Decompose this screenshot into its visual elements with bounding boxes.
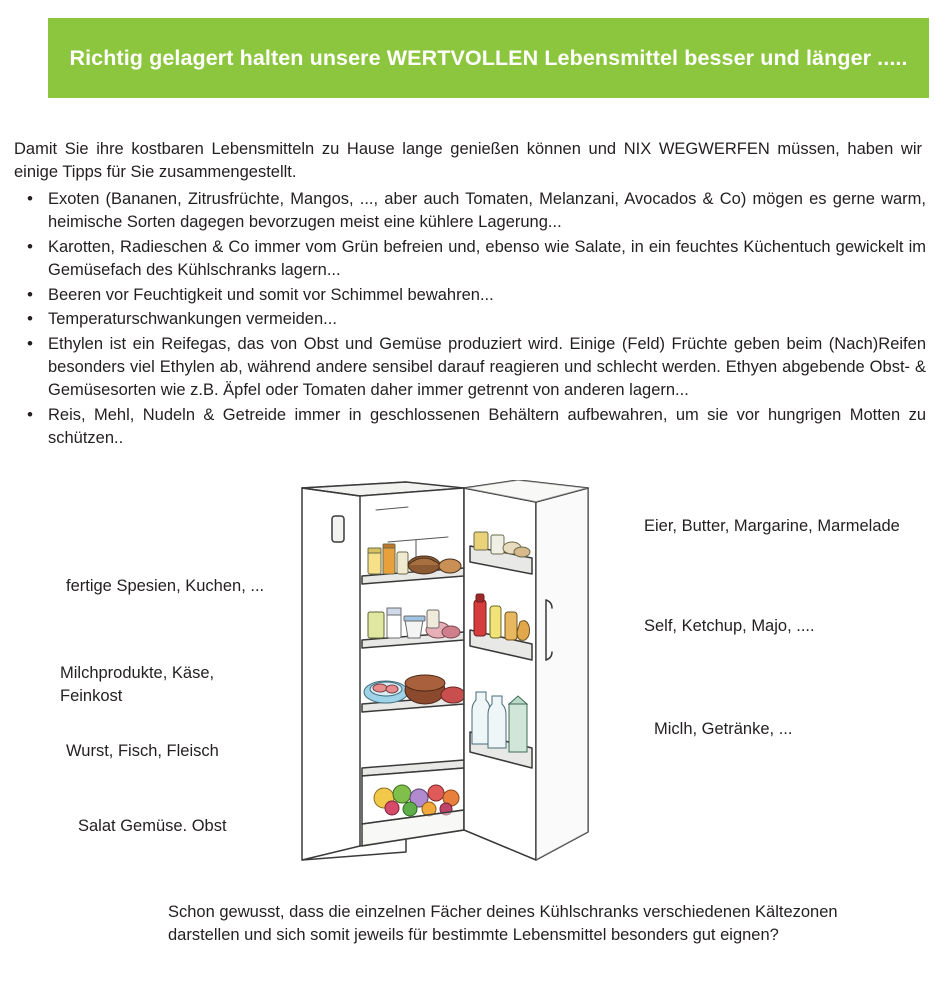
kuehlschrank-illustration <box>288 480 618 870</box>
label-fertige-spesien: fertige Spesien, Kuchen, ... <box>66 577 265 595</box>
tips-list <box>14 188 926 452</box>
list-item: • Ethylen ist ein Reifegas, das von Obst und Gemüse produziert wird. Einige (Feld) Früchte geben beim (Nach)Reifen besonders viel Ethylen ab, während andere sensibel darauf reagieren und schlecht werden. Ethyen abgebende Obst- & Gemüsesorten wie z.B. Äpfel oder Tomaten daher immer getrennt von anderen lagern... <box>14 333 926 403</box>
list-item: • Karotten, Radieschen & Co immer vom Grün befreien und, ebenso wie Salate, in ein feuchtes Küchentuch gewickelt im Gemüsefach des Kühlschranks lagern... <box>14 236 926 283</box>
list-item: • Exoten (Bananen, Zitrusfrüchte, Mangos, ..., aber auch Tomaten, Melanzani, Avocados & Co) mögen es gerne warm, heimische Sorten dagegen bevorzugen meist eine kühlere Lagerung... <box>14 188 926 235</box>
label-eier-butter: Eier, Butter, Margarine, Marmelade <box>644 517 900 535</box>
fridge-diagram <box>0 470 946 890</box>
label-wurst-fisch: Wurst, Fisch, Fleisch <box>66 742 219 760</box>
list-item: • Reis, Mehl, Nudeln & Getreide immer in geschlossenen Behältern aufbewahren, um sie vor hungrigen Motten zu schützen.. <box>14 404 926 451</box>
label-self-ketchup: Self, Ketchup, Majo, .... <box>644 617 815 635</box>
banner-title: Richtig gelagert halten unsere WERTVOLLEN Lebensmittel besser und länger ..... <box>69 45 908 70</box>
footer-question: Schon gewusst, dass die einzelnen Fächer deines Kühlschranks verschiedenen Kältezonen darstellen und sich somit jeweils für bestimmte Lebensmittel besonders gut eignen? <box>168 902 838 944</box>
label-milchprodukte: Milchprodukte, Käse, Feinkost <box>60 664 215 706</box>
label-milch-getraenke: Miclh, Getränke, ... <box>654 720 793 738</box>
header-banner <box>48 18 929 98</box>
intro-paragraph: Damit Sie ihre kostbaren Lebensmitteln zu Hause lange genießen können und NIX WEGWERFEN müssen, haben wir einige Tipps für Sie zusammengestellt. <box>14 139 922 181</box>
list-item: • Temperaturschwankungen vermeiden... <box>14 308 926 331</box>
label-salat-gemuese: Salat Gemüse. Obst <box>78 817 227 835</box>
list-item: • Beeren vor Feuchtigkeit und somit vor Schimmel bewahren... <box>14 284 926 307</box>
